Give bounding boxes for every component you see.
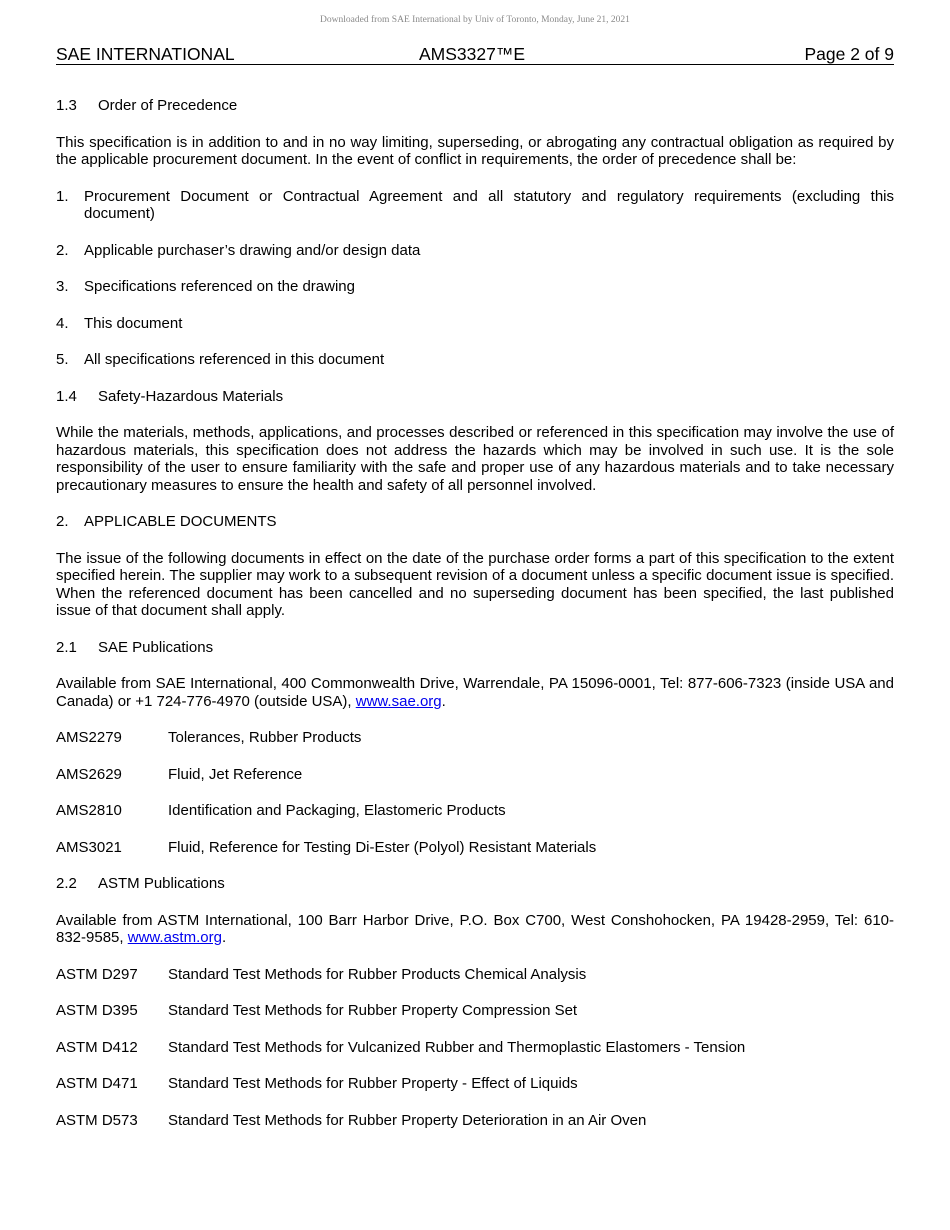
reference-row [56,966,894,984]
section-number: 1.4 [56,387,77,405]
item-text: Procurement Document or Contractual Agreement and all statutory and regulatory requirements (excluding this document) [84,187,894,222]
paragraph-end: . [221,929,227,946]
reference-row [56,839,894,857]
reference-code: AMS2279 [56,729,122,746]
section-title: Order of Precedence [98,97,238,114]
precedence-item [56,351,894,369]
precedence-item [56,315,894,333]
precedence-item [56,242,894,260]
reference-row [56,729,894,747]
precedence-item [56,278,894,296]
reference-title: Tolerances, Rubber Products [168,729,362,746]
item-number: 3. [56,278,69,295]
section-title: SAE Publications [98,638,214,656]
reference-code: AMS3021 [56,838,122,856]
header-org: SAE INTERNATIONAL [56,44,235,64]
header-doc-id: AMS3327™E [419,44,526,64]
astm-website-link[interactable]: www.astm.org [127,929,222,946]
item-number: 5. [56,351,69,368]
reference-row [56,1075,894,1093]
section-1-4-heading [56,388,894,406]
document-body [56,97,894,1148]
reference-row [56,766,894,784]
reference-title: Fluid, Jet Reference [168,765,303,783]
section-title: APPLICABLE DOCUMENTS [84,513,277,530]
reference-title: Standard Test Methods for Rubber Property - Effect of Liquids [168,1075,578,1092]
section-title: Safety-Hazardous Materials [98,387,284,405]
reference-title: Standard Test Methods for Rubber Property Compression Set [168,1002,578,1019]
reference-code: ASTM D471 [56,1075,138,1092]
item-text: Specifications referenced on the drawing [84,278,355,295]
section-2-1-paragraph [56,675,894,710]
section-1-3-paragraph: This specification is in addition to and in no way limiting, superseding, or abrogating any contractual obligation as required by the applicable procurement document. In the event of conflict in requirements, the order of precedence shall be: [56,133,894,168]
item-text: Applicable purchaser’s drawing and/or design data [84,241,421,259]
item-number: 1. [56,187,69,205]
section-2-1-heading [56,639,894,657]
item-text: This document [84,314,183,332]
section-number: 2.1 [56,638,77,656]
item-number: 4. [56,314,69,332]
reference-row [56,1039,894,1057]
item-text: All specifications referenced in this document [84,351,385,368]
reference-title: Standard Test Methods for Rubber Property Deterioration in an Air Oven [168,1111,647,1129]
reference-title: Standard Test Methods for Rubber Products Chemical Analysis [168,965,587,983]
paragraph-text: Available from ASTM International, 100 Barr Harbor Drive, P.O. Box C700, West Conshohocken, PA 19428-2959, Tel: 610-832-9585, [56,911,894,946]
sae-website-link[interactable]: www.sae.org [355,692,442,710]
paragraph-end: . [441,692,446,710]
section-1-3-heading [56,97,894,115]
reference-code: ASTM D412 [56,1038,138,1056]
section-2-heading [56,513,894,531]
reference-code: ASTM D573 [56,1111,138,1129]
paragraph-text: Available from SAE International, 400 Commonwealth Drive, Warrendale, PA 15096-0001, Tel: 877-606-7323 (inside USA and Canada) or +1 724-776-4970 (outside USA), [56,675,894,710]
section-2-2-heading [56,875,894,893]
reference-title: Fluid, Reference for Testing Di-Ester (Polyol) Resistant Materials [168,838,597,856]
section-number: 2. [56,513,69,530]
reference-code: ASTM D395 [56,1002,138,1019]
reference-row [56,1002,894,1020]
section-2-paragraph: The issue of the following documents in effect on the date of the purchase order forms a part of this specification to the extent specified herein. The supplier may work to a subsequent revision of a document unless a specific document issue is specified. When the referenced document has been cancelled and no superseding document has been specified, the last published issue of that document shall apply. [56,549,894,619]
reference-title: Standard Test Methods for Vulcanized Rubber and Thermoplastic Elastomers - Tension [168,1038,746,1056]
reference-code: AMS2629 [56,765,122,783]
page-header [56,44,894,65]
header-page-number: Page 2 of 9 [804,44,894,64]
download-watermark: Downloaded from SAE International by Univ of Toronto, Monday, June 21, 2021 [320,15,630,25]
section-number: 1.3 [56,97,77,114]
reference-code: ASTM D297 [56,965,138,983]
section-title: ASTM Publications [98,875,225,892]
precedence-item [56,188,894,223]
item-number: 2. [56,241,69,259]
reference-row [56,802,894,820]
section-1-4-paragraph: While the materials, methods, applications, and processes described or referenced in this specification may involve the use of hazardous materials, this specification does not address the hazards which may be involved in such use. It is the sole responsibility of the user to ensure familiarity with the safe and proper use of any hazardous materials and to take necessary precautionary measures to ensure the health and safety of all personnel involved. [56,424,894,494]
section-number: 2.2 [56,875,77,892]
reference-title: Identification and Packaging, Elastomeric Products [168,802,506,819]
reference-code: AMS2810 [56,802,122,819]
section-2-2-paragraph [56,912,894,947]
reference-row [56,1112,894,1130]
